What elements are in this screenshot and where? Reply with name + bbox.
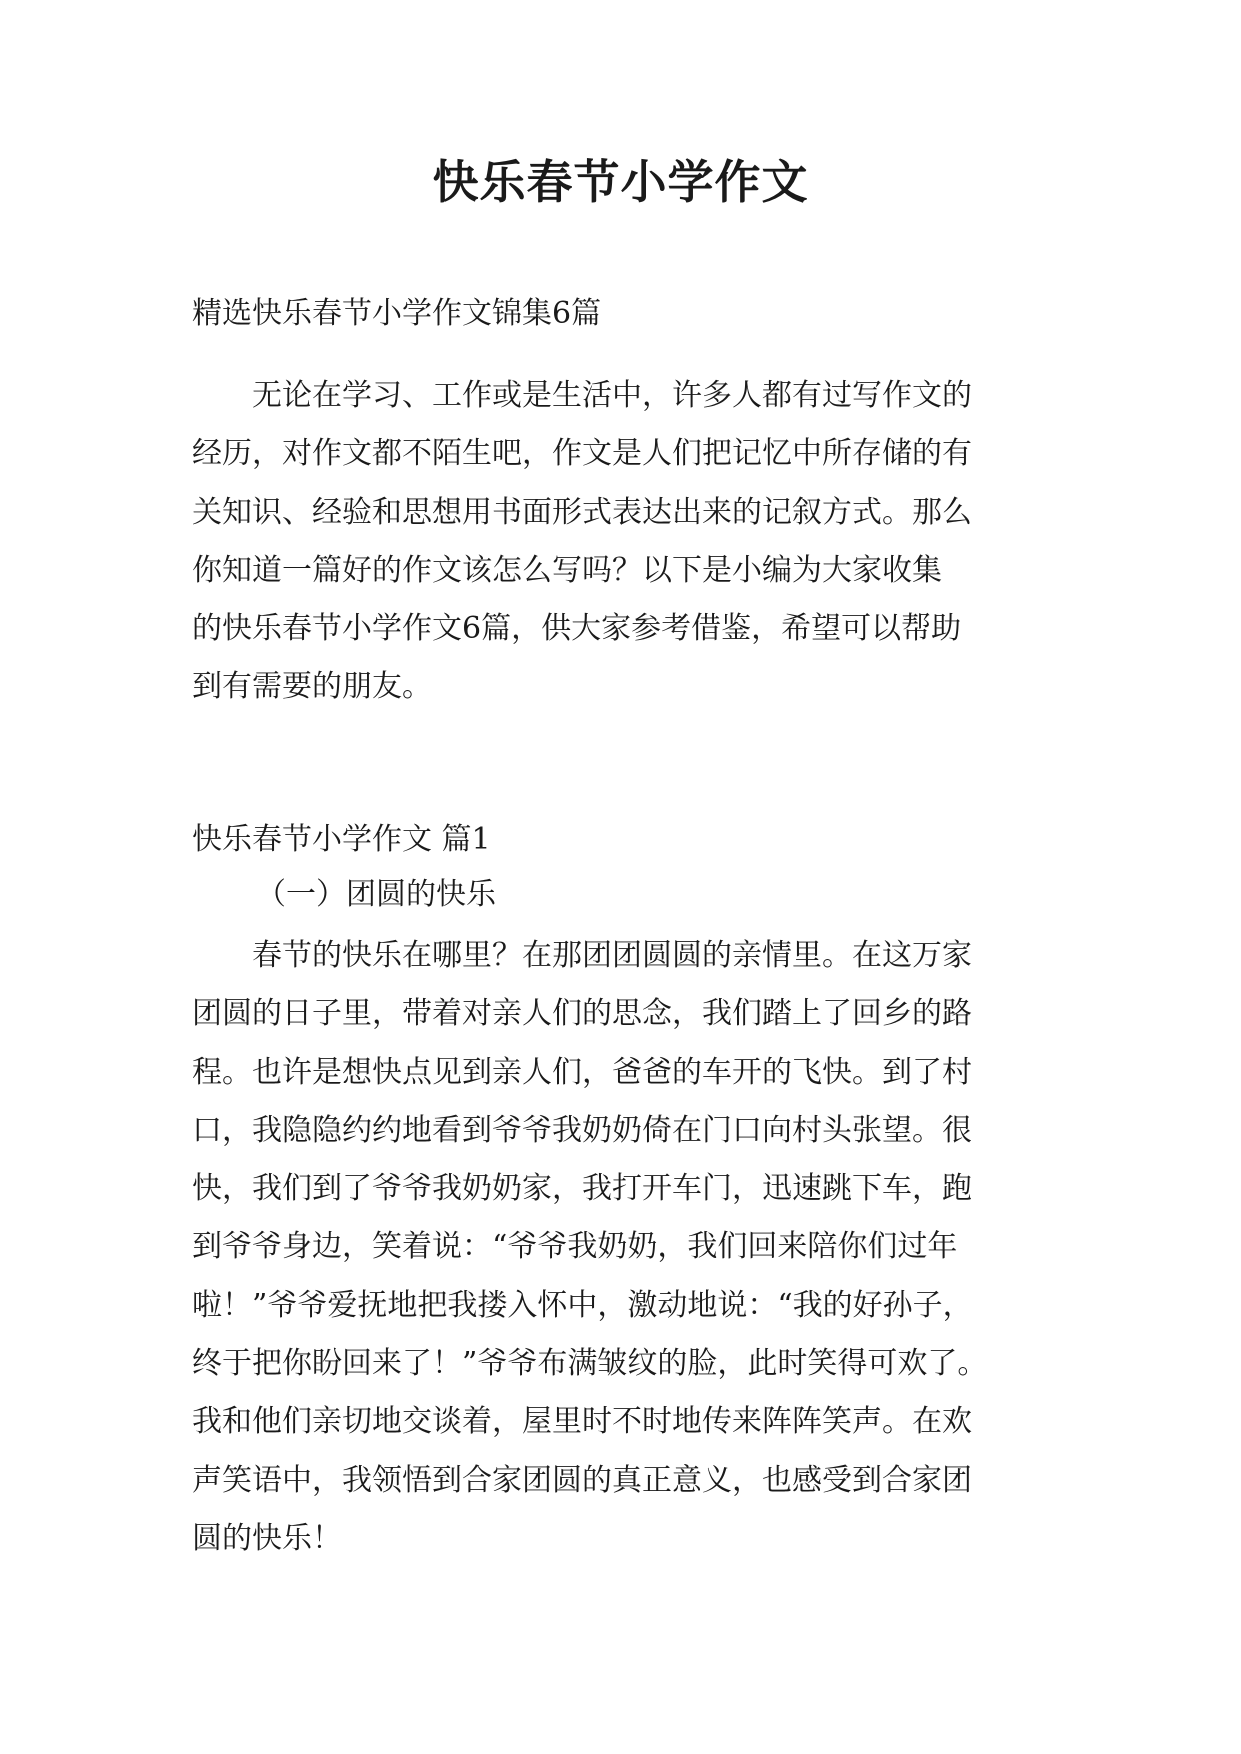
body-line: 声笑语中，我领悟到合家团圆的真正意义，也感受到合家团 [192,1462,972,1498]
sub-heading: （一）团圆的快乐 [256,877,496,912]
intro-line: 到有需要的朋友。 [192,669,432,705]
body-line: 口，我隐隐约约地看到爷爷我奶奶倚在门口向村头张望。很 [192,1112,972,1148]
intro-line: 无论在学习、工作或是生活中，许多人都有过写作文的 [192,378,972,413]
body-line: 我和他们亲切地交谈着，屋里时不时地传来阵阵笑声。在欢 [192,1404,972,1440]
body-line: 到爷爷身边，笑着说：“爷爷我奶奶，我们回来陪你们过年 [192,1229,958,1265]
intro-paragraph [192,367,1054,717]
body-line: 春节的快乐在哪里？在那团团圆圆的亲情里。在这万家 [192,938,972,973]
intro-line: 关知识、经验和思想用书面形式表达出来的记叙方式。那么 [192,494,972,530]
body-line: 快，我们到了爷爷我奶奶家，我打开车门，迅速跳下车，跑 [192,1171,972,1207]
body-line: 圆的快乐！ [192,1520,342,1556]
body-line: 程。也许是想快点见到亲人们，爸爸的车开的飞快。到了村 [192,1054,972,1090]
body-line: 团圆的日子里，带着对亲人们的思念，我们踏上了回乡的路 [192,996,972,1032]
body-line: 啦！”爷爷爱抚地把我搂入怀中，激动地说：“我的好孙子， [192,1287,973,1323]
document-title: 快乐春节小学作文 [432,155,809,209]
body-line: 终于把你盼回来了！”爷爷布满皱纹的脸，此时笑得可欢了。 [192,1346,988,1382]
intro-line: 你知道一篇好的作文该怎么写吗？以下是小编为大家收集 [192,552,942,588]
intro-line: 的快乐春节小学作文6篇，供大家参考借鉴，希望可以帮助 [192,611,962,647]
document-subtitle: 精选快乐春节小学作文锦集6篇 [192,296,602,331]
intro-line: 经历，对作文都不陌生吧，作文是人们把记忆中所存储的有 [192,436,972,472]
section-heading: 快乐春节小学作文 篇1 [192,822,491,857]
body-paragraph [192,927,1054,1568]
